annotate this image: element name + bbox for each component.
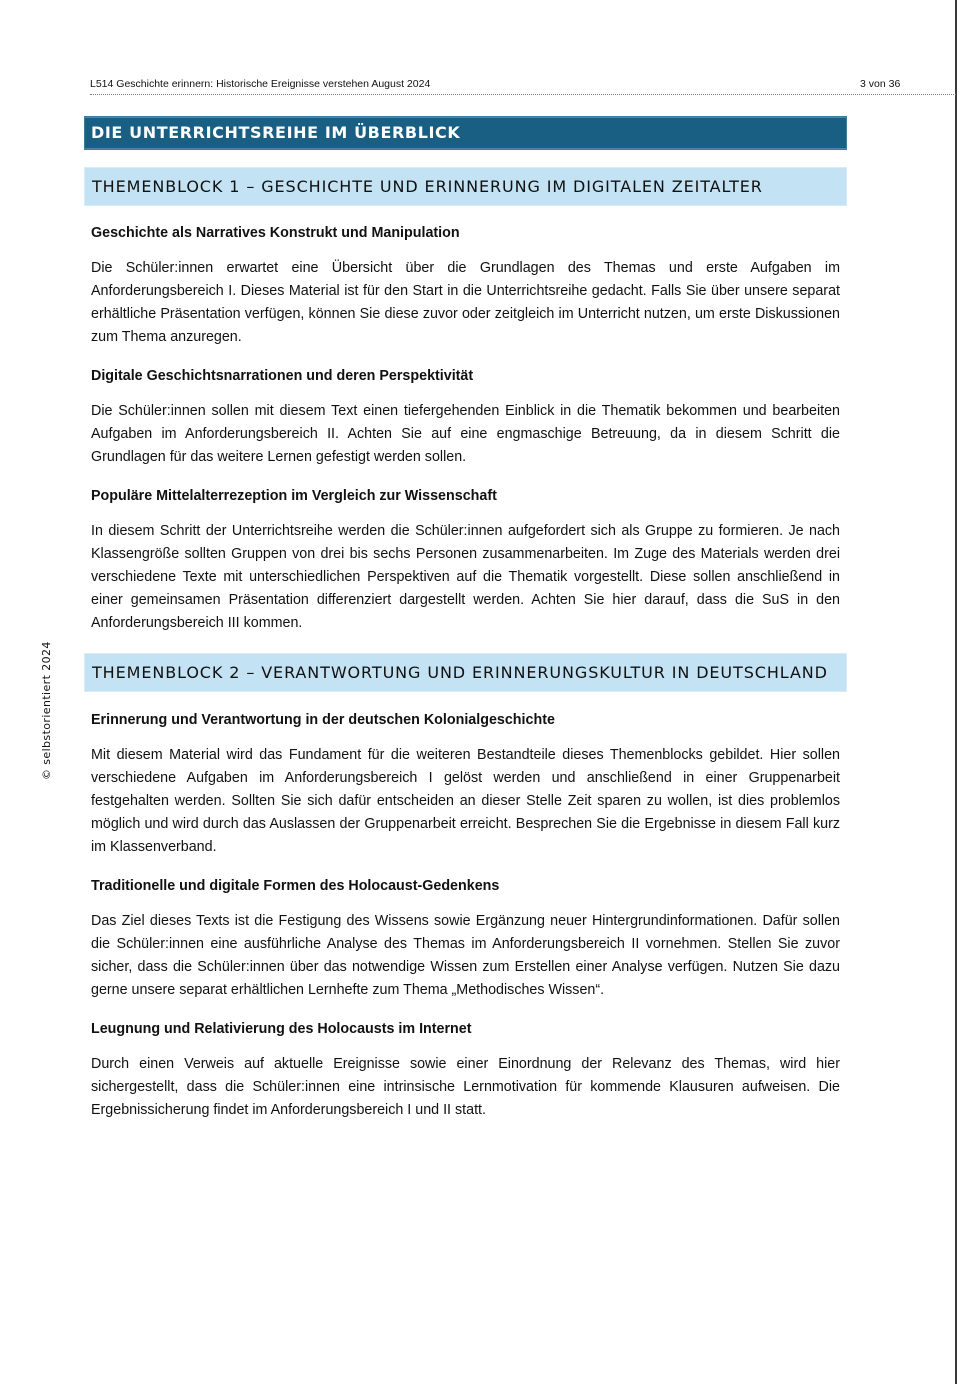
section-title: Leugnung und Relativierung des Holocausts im Internet xyxy=(91,1021,472,1037)
themenblock-2-heading: THEMENBLOCK 2 – VERANTWORTUNG UND ERINNERUNGSKULTUR IN DEUTSCHLAND xyxy=(84,653,847,692)
themenblock-1-heading: THEMENBLOCK 1 – GESCHICHTE UND ERINNERUNG IM DIGITALEN ZEITALTER xyxy=(84,167,847,206)
section-title: Geschichte als Narratives Konstrukt und Manipulation xyxy=(91,225,460,241)
section-digitale-geschichtsnarrationen xyxy=(84,366,847,469)
section-title: Populäre Mittelalterrezeption im Vergleich zur Wissenschaft xyxy=(91,488,497,504)
section-mittelalterrezeption xyxy=(84,486,847,635)
section-text: Die Schüler:innen sollen mit diesem Text einen tiefergehenden Einblick in die Thematik bekommen und bearbeiten Aufgaben im Anforderungsbereich II. Achten Sie auf eine engmaschige Betreuung, da in diesem Schritt die Grundlagen für das weitere Lernen gefestigt werden sollen. xyxy=(91,403,840,465)
section-holocaust-leugnung xyxy=(84,1019,847,1122)
section-text: Das Ziel dieses Texts ist die Festigung des Wissens sowie Ergänzung neuer Hintergrundinformationen. Dafür sollen die Schüler:innen eine ausführliche Analyse des Themas im Anforderungsbereich II vornehmen. Stellen Sie zuvor sicher, dass die Schüler:innen über das notwendige Wissen zum Erstellen einer Analyse verfügen. Nutzen Sie dazu gerne unsere separat erhältlichen Lernhefte zum Thema „Methodisches Wissen“. xyxy=(91,913,840,998)
section-title: Erinnerung und Verantwortung in der deutschen Kolonialgeschichte xyxy=(91,712,555,728)
section-text: Mit diesem Material wird das Fundament für die weiteren Bestandteile dieses Themenblocks gebildet. Hier sollen verschiedene Aufgaben im Anforderungsbereich I gelöst werden und anschließend in einer Gruppenarbeit festgehalten werden. Sollten Sie sich dafür entscheiden an dieser Stelle Zeit sparen zu wollen, ist dies problemlos möglich und wird durch das Auslassen der Gruppenarbeit erreicht. Besprechen Sie die Ergebnisse in diesem Fall kurz im Klassenverband. xyxy=(91,747,840,855)
page-number: 3 von 36 xyxy=(860,78,901,90)
document-body xyxy=(84,116,847,1122)
section-narratives-konstrukt xyxy=(84,223,847,349)
section-title: Traditionelle und digitale Formen des Holocaust-Gedenkens xyxy=(91,878,500,894)
section-text: In diesem Schritt der Unterrichtsreihe werden die Schüler:innen aufgefordert sich als Gruppe zu formieren. Je nach Klassengröße sollten Gruppen von drei bis sechs Personen zusammenarbeiten. Im Zuge des Materials werden drei verschiedene Texte mit unterschiedlichen Perspektiven auf die Thematik vorgestellt. Diese sollen anschließend in einer gemeinsamen Präsentation differenziert dargestellt werden. Achten Sie hier darauf, dass die SuS in den Anforderungsbereich III kommen. xyxy=(91,523,840,631)
copyright-note: © selbstorientiert 2024 xyxy=(40,641,53,780)
section-title: Digitale Geschichtsnarrationen und deren Perspektivität xyxy=(91,368,474,384)
page-header xyxy=(90,78,956,95)
main-title: DIE UNTERRICHTSREIHE IM ÜBERBLICK xyxy=(84,116,847,150)
document-title: L514 Geschichte erinnern: Historische Ereignisse verstehen August 2024 xyxy=(90,78,431,90)
section-kolonialgeschichte xyxy=(84,710,847,859)
section-holocaust-gedenken xyxy=(84,876,847,1002)
section-text: Durch einen Verweis auf aktuelle Ereignisse sowie einer Einordnung der Relevanz des Themas, wird hier sichergestellt, dass die Schüler:innen eine intrinsische Lernmotivation für kommende Klausuren aufweisen. Die Ergebnissicherung findet im Anforderungsbereich I und II statt. xyxy=(91,1056,840,1118)
section-text: Die Schüler:innen erwartet eine Übersicht über die Grundlagen des Themas und erste Aufgaben im Anforderungsbereich I. Dieses Material ist für den Start in die Unterrichtsreihe gedacht. Falls Sie über unsere separat erhältliche Präsentation verfügen, können Sie diese zuvor oder zeitgleich im Unterricht nutzen, um erste Diskussionen zum Thema anzuregen. xyxy=(91,260,840,345)
